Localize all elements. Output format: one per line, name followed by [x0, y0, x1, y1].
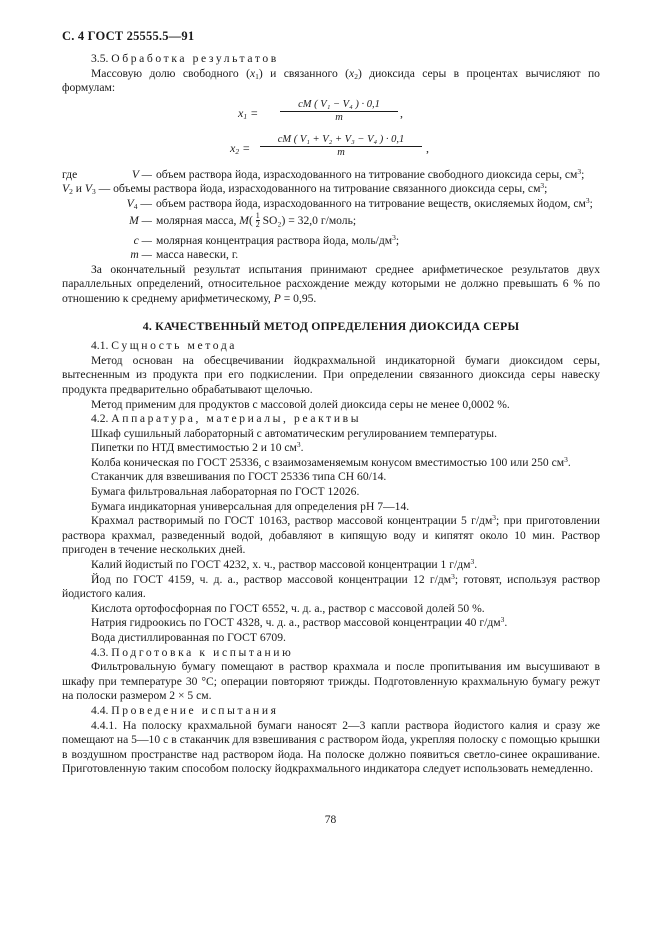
definition-v4: $V_4$ — объем раствора йода, израсходованного на титрование веществ, окисляемых йодом, $см^3$; — [126, 195, 593, 211]
item-phosphoric-acid: Кислота ортофосфорная по ГОСТ 6552, ч. д. а., раствор с массовой долей 50 %. — [91, 601, 485, 615]
section-title: Обработка результатов — [111, 52, 279, 65]
definition-v: где V — объем раствора йода, израсходованного на титрование свободного диоксида серы, $см^3$; — [62, 166, 585, 181]
paragraph-method-basis: Метод основан на обесцвечивании йодкрахмальной индикаторной бумаги диоксидом серы, вытесненным из продукта при его подкислении. При определении связанного диоксида серы навеску продукта предварительно обрабатывают щелочью. — [62, 353, 600, 396]
item-weighing-cup: Стаканчик для взвешивания по ГОСТ 25336 типа СН 60/14. — [91, 470, 387, 484]
formula-x1: $x_1$ = $\frac{\text{cM ( V₁ − V₄ ) · 0,1}}{m}$ , — [238, 98, 403, 123]
item-flask: Колба коническая по ГОСТ 25336, с взаимозаменяемым конусом вместимостью 100 или 250 $см^3$. — [91, 454, 571, 469]
formula-x1-numerator: cM ( V₁ − V₄ ) · 0,1 — [280, 98, 398, 112]
formula-x1-denominator: m — [335, 111, 343, 123]
formula-x2-denominator: m — [337, 146, 345, 158]
paragraph-intro: Массовую долю свободного $(x_1)$ и связанного $(x_2)$ диоксида серы в процентах вычисляют по формулам: — [62, 66, 600, 95]
item-distilled-water: Вода дистиллированная по ГОСТ 6709. — [91, 631, 286, 644]
item-indicator-paper: Бумага индикаторная универсальная для определения рН 7—14. — [91, 499, 410, 513]
paragraph-preparation: Фильтровальную бумагу помещают в раствор крахмала и после пропитывания им высушивают в шкафу при температуре 30 °С; операции повторяют трижды. Подготовленную крахмальную бумагу режут на полоски размером 2 × 5 см. — [62, 660, 600, 703]
definition-m-molar: M — молярная масса, M( $\frac{1}{2}$ SO₂) = 32,0 г/моль; — [129, 211, 357, 230]
page-header: С. 4 ГОСТ 25555.5—91 — [62, 29, 195, 43]
item-pipettes: Пипетки по НТД вместимостью 2 и 10 $см^3$. — [91, 440, 304, 455]
paragraph-test-procedure: 4.4.1. На полоску крахмальной бумаги наносят 2—3 капли раствора йодистого калия и сразу же помещают на 5—10 с в стаканчик для взвешивания с раствором йода, укрепляя полоску с помощью крышки в воздушном пространстве над раствором йода. На полоске должно появиться светло-синее окрашивание. Приготовленную таким способом полоску йодкрахмального индикатора следует использовать немедленно. — [62, 718, 600, 776]
section-3-5-heading: 3.5. Обработка результатов — [91, 52, 279, 65]
page-number: 78 — [324, 814, 337, 826]
paragraph-method-scope: Метод применим для продуктов с массовой долей диоксида серы не менее 0,0002 %. — [91, 397, 510, 411]
item-iodine: Йод по ГОСТ 4159, ч. д. а., раствор массовой концентрации 12 $г/дм^3$; готовят, используя раствор йодистого калия. — [62, 571, 601, 601]
item-filter-paper: Бумага фильтровальная лабораторная по ГОСТ 12026. — [91, 485, 360, 499]
page-content — [62, 52, 600, 777]
paragraph-final-result: За окончательный результат испытания принимают среднее арифметическое результатов двух параллельных определений, относительное расхождение между которыми не должно превышать 6 % по отношению к среднему арифметическому, P = 0,95. — [62, 262, 600, 305]
item-potassium-iodide: Калий йодистый по ГОСТ 4232, х. ч., раствор массовой концентрации 1 $г/дм^3$. — [91, 557, 478, 572]
definition-m-mass: m — масса навески, г. — [130, 248, 239, 262]
formula-x2-numerator: cM ( V₁ + V₂ + V₃ − V₄ ) · 0,1 — [260, 133, 422, 147]
fraction-one-half: $\frac{1}{2}$ — [255, 211, 260, 230]
item-sodium-hydroxide: Натрия гидроокись по ГОСТ 4328, ч. д. а., раствор массовой концентрации 40 $г/дм^3$. — [91, 615, 508, 630]
section-4-2-heading: 4.2. Аппаратура, материалы, реактивы — [91, 412, 362, 426]
definition-c: c — молярная концентрация раствора йода, моль/$дм^3$; — [133, 232, 400, 247]
definitions-list — [62, 168, 600, 263]
item-drying-cabinet: Шкаф сушильный лабораторный с автоматическим регулированием температуры. — [91, 426, 497, 440]
formula-x2: $x_2$ = $\frac{\text{cM ( V₁ + V₂ + V₃ − V₄ ) · 0,1}}{m}$ , — [230, 133, 429, 158]
section-4-1-heading: 4.1. Сущность метода — [91, 339, 238, 353]
item-starch: Крахмал растворимый по ГОСТ 10163, раствор массовой концентрации 5 $г/дм^3$; при приготовлении раствора крахмал, разведенный водой, добавляют в кипящую воду и кипятят около 10 мин. Раствор пригоден в течение нескольких дней. — [62, 513, 600, 557]
section-4-title: 4. КАЧЕСТВЕННЫЙ МЕТОД ОПРЕДЕЛЕНИЯ ДИОКСИДА СЕРЫ — [142, 318, 520, 333]
section-4-4-heading: 4.4. Проведение испытания — [91, 703, 279, 717]
definition-v2-v3: $V_2$ и $V_3$ — объемы раствора йода, израсходованного на титрование связанного диоксида серы, $см^3$; — [62, 181, 548, 197]
section-4-3-heading: 4.3. Подготовка к испытанию — [91, 645, 294, 659]
